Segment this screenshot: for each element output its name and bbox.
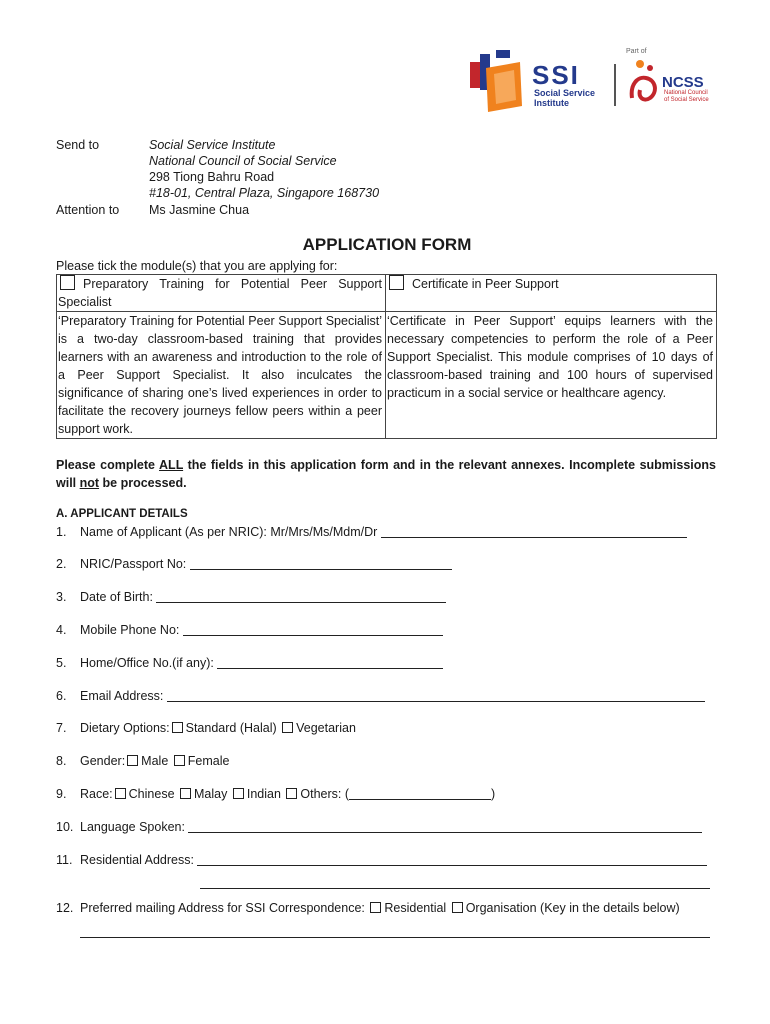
field-gender: 8. Gender: Male Female bbox=[56, 754, 230, 768]
address-line-1: Social Service Institute bbox=[149, 138, 276, 152]
ssi-logo-mark-icon bbox=[466, 48, 530, 114]
ncss-wordmark: NCSS bbox=[662, 74, 704, 91]
race-chinese-checkbox[interactable] bbox=[115, 788, 126, 799]
language-input[interactable] bbox=[188, 820, 702, 833]
completion-notice: Please complete ALL the fields in this application form and in the relevant annexes. Incomplete submissions will not be processed. bbox=[56, 458, 716, 490]
gender-female-checkbox[interactable] bbox=[174, 755, 185, 766]
race-malay-checkbox[interactable] bbox=[180, 788, 191, 799]
mailing-address-input[interactable] bbox=[80, 925, 710, 938]
field-name: 1. Name of Applicant (As per NRIC): Mr/Mrs/Ms/Mdm/Dr bbox=[56, 524, 687, 540]
module-1-checkbox[interactable] bbox=[60, 275, 75, 290]
address-line-3: 298 Tiong Bahru Road bbox=[149, 170, 275, 184]
dob-input[interactable] bbox=[156, 590, 446, 603]
race-indian-checkbox[interactable] bbox=[233, 788, 244, 799]
field-email: 6. Email Address: bbox=[56, 688, 705, 704]
ncss-logo-mark-icon bbox=[628, 58, 662, 104]
module-2-description: ‘Certificate in Peer Support’ equips learners with the necessary competencies to perform the role of a Peer Support Specialist. This module comprises of 10 days of classroom-based training and 100 hours of supervised practicum in a social service or healthcare agency. bbox=[386, 312, 717, 439]
mailing-organisation-checkbox[interactable] bbox=[452, 902, 463, 913]
diet-halal-checkbox[interactable] bbox=[172, 722, 183, 733]
field-mobile: 4. Mobile Phone No: bbox=[56, 622, 443, 638]
residential-address-input[interactable] bbox=[197, 853, 707, 866]
ncss-subtitle: National Council of Social Service bbox=[664, 90, 709, 103]
field-dietary: 7. Dietary Options: Standard (Halal) Vegetarian bbox=[56, 721, 356, 735]
nric-input[interactable] bbox=[190, 557, 452, 570]
module-2-header bbox=[386, 275, 717, 312]
module-1-header bbox=[57, 275, 386, 312]
ssi-subtitle: Social Service Institute bbox=[534, 88, 596, 108]
logo-divider bbox=[614, 64, 616, 106]
race-others-input[interactable] bbox=[349, 787, 491, 800]
name-input[interactable] bbox=[381, 525, 687, 538]
field-nric: 2. NRIC/Passport No: bbox=[56, 556, 452, 572]
email-input[interactable] bbox=[167, 689, 705, 702]
modules-table bbox=[56, 274, 717, 439]
field-dob: 3. Date of Birth: bbox=[56, 589, 446, 605]
field-mailing-address: 12. Preferred mailing Address for SSI Correspondence: Residential Organisation (Key in the details below) bbox=[56, 901, 680, 915]
module-2-name: Certificate in Peer Support bbox=[412, 277, 559, 291]
module-2-checkbox[interactable] bbox=[389, 275, 404, 290]
field-language: 10. Language Spoken: bbox=[56, 819, 702, 835]
race-others-checkbox[interactable] bbox=[286, 788, 297, 799]
field-residential-address: 11. Residential Address: bbox=[56, 852, 707, 868]
home-phone-input[interactable] bbox=[217, 656, 443, 669]
module-1-name: Preparatory Training for Potential Peer Support Specialist bbox=[58, 277, 382, 309]
gender-male-checkbox[interactable] bbox=[127, 755, 138, 766]
header-logos bbox=[466, 44, 716, 114]
section-a-heading: A. APPLICANT DETAILS bbox=[56, 508, 188, 520]
residential-address-input-line-2[interactable] bbox=[200, 876, 710, 889]
mailing-residential-checkbox[interactable] bbox=[370, 902, 381, 913]
field-home-phone: 5. Home/Office No.(if any): bbox=[56, 655, 443, 671]
address-line-4: #18-01, Central Plaza, Singapore 168730 bbox=[149, 186, 380, 200]
module-1-description: ‘Preparatory Training for Potential Peer Support Specialist’ is a two-day classroom-based training that provides learners with an awareness and introduction to the role of a Peer Support Specialist. It also inculcates the significance of sharing one’s lived experiences in order to facilitate the recovery journeys fellow peers within a peer support work. bbox=[57, 312, 386, 439]
mobile-input[interactable] bbox=[183, 623, 443, 636]
diet-vegetarian-checkbox[interactable] bbox=[282, 722, 293, 733]
attention-label: Attention to bbox=[56, 203, 120, 217]
module-instruction: Please tick the module(s) that you are applying for: bbox=[56, 259, 338, 273]
field-race: 9. Race: Chinese Malay Indian Others: ( ) bbox=[56, 787, 496, 801]
part-of-label: Part of bbox=[626, 48, 647, 55]
attention-value: Ms Jasmine Chua bbox=[149, 203, 250, 217]
ssi-wordmark: SSI bbox=[532, 60, 580, 90]
address-line-2: National Council of Social Service bbox=[149, 154, 337, 168]
send-to-label: Send to bbox=[56, 138, 100, 152]
page-title: APPLICATION FORM bbox=[302, 235, 472, 254]
